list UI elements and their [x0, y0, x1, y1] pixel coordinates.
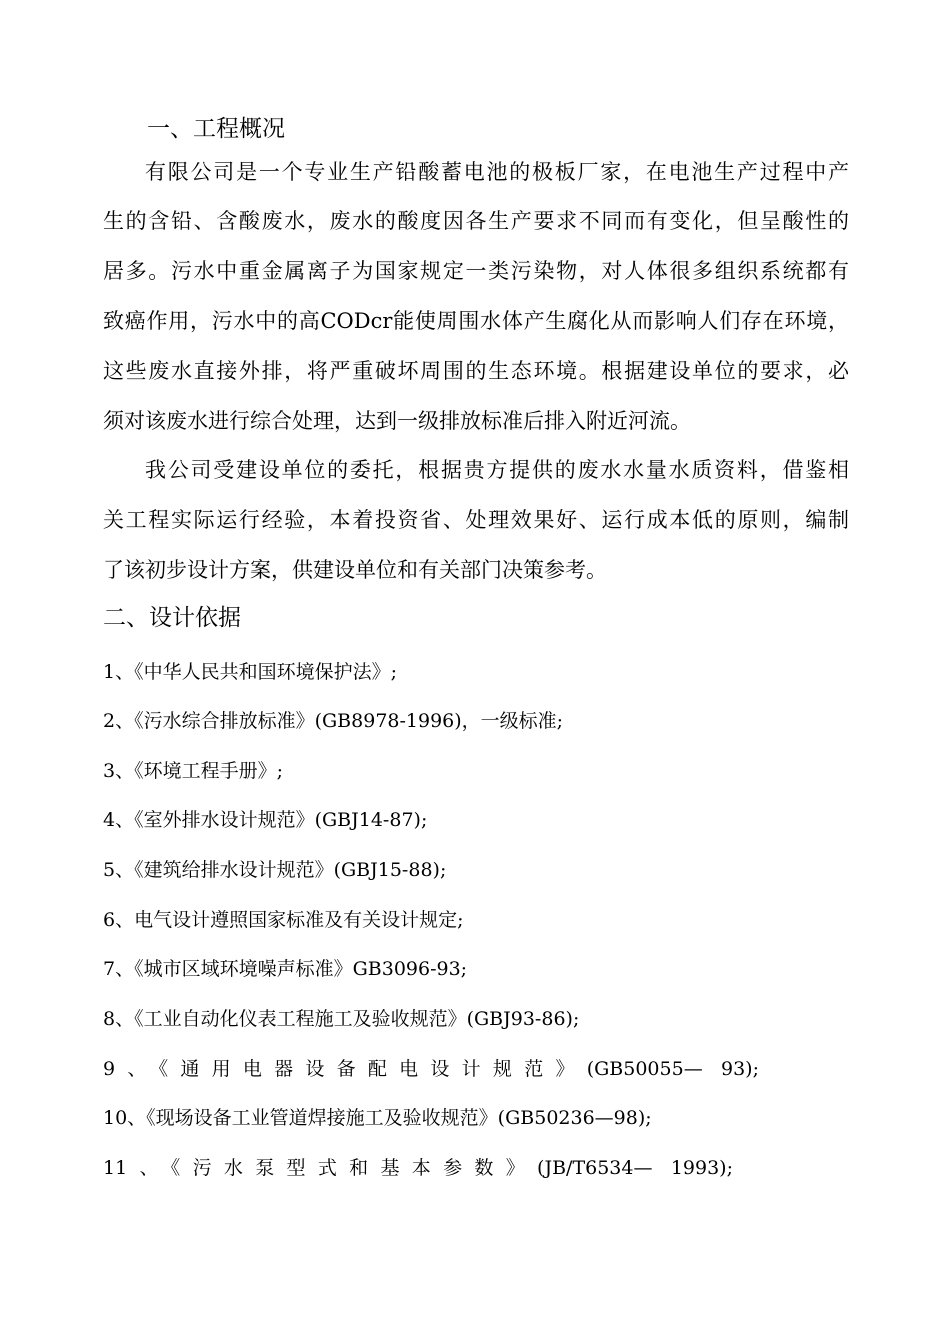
paragraph-line: 居多。污水中重金属离子为国家规定一类污染物，对人体很多组织系统都有: [103, 259, 849, 283]
paragraph-line: 了该初步设计方案，供建设单位和有关部门决策参考。: [103, 558, 607, 582]
list-item: 4、《室外排水设计规范》(GBJ14-87);: [103, 809, 428, 831]
list-item: 2、《污水综合排放标准》(GB8978-1996)，一级标准;: [103, 710, 564, 732]
list-item: 8、《工业自动化仪表工程施工及验收规范》(GBJ93-86);: [103, 1008, 580, 1030]
list-item: 10、《现场设备工业管道焊接施工及验收规范》(GB50236—98);: [103, 1107, 652, 1129]
list-item: 11、《污水泵型式和基本参数》(JB/T6534— 1993);: [103, 1157, 733, 1179]
paragraph-line: 须对该废水进行综合处理，达到一级排放标准后排入附近河流。: [103, 409, 691, 433]
paragraph-line: 生的含铅、含酸废水，废水的酸度因各生产要求不同而有变化，但呈酸性的: [103, 209, 849, 233]
paragraph-line: 我公司受建设单位的委托，根据贵方提供的废水水量水质资料，借鉴相: [145, 458, 849, 482]
list-item: 9、《通用电器设备配电设计规范》(GB50055— 93);: [103, 1058, 759, 1080]
section-1-heading: 一、工程概况: [147, 116, 285, 142]
list-item: 5、《建筑给排水设计规范》(GBJ15-88);: [103, 859, 447, 881]
paragraph-line: 致癌作用，污水中的高CODcr能使周围水体产生腐化从而影响人们存在环境，: [103, 309, 849, 333]
paragraph-line: 有限公司是一个专业生产铅酸蓄电池的极板厂家，在电池生产过程中产: [145, 160, 849, 184]
paragraph-line: 这些废水直接外排，将严重破坏周围的生态环境。根据建设单位的要求，必: [103, 359, 849, 383]
list-item: 1、《中华人民共和国环境保护法》;: [103, 661, 397, 683]
list-item: 6、电气设计遵照国家标准及有关设计规定;: [103, 909, 464, 931]
list-item: 7、《城市区域环境噪声标准》GB3096-93;: [103, 958, 468, 980]
paragraph-line: 关工程实际运行经验，本着投资省、处理效果好、运行成本低的原则，编制: [103, 508, 849, 532]
list-item: 3、《环境工程手册》;: [103, 760, 283, 782]
section-2-heading: 二、设计依据: [103, 605, 241, 631]
